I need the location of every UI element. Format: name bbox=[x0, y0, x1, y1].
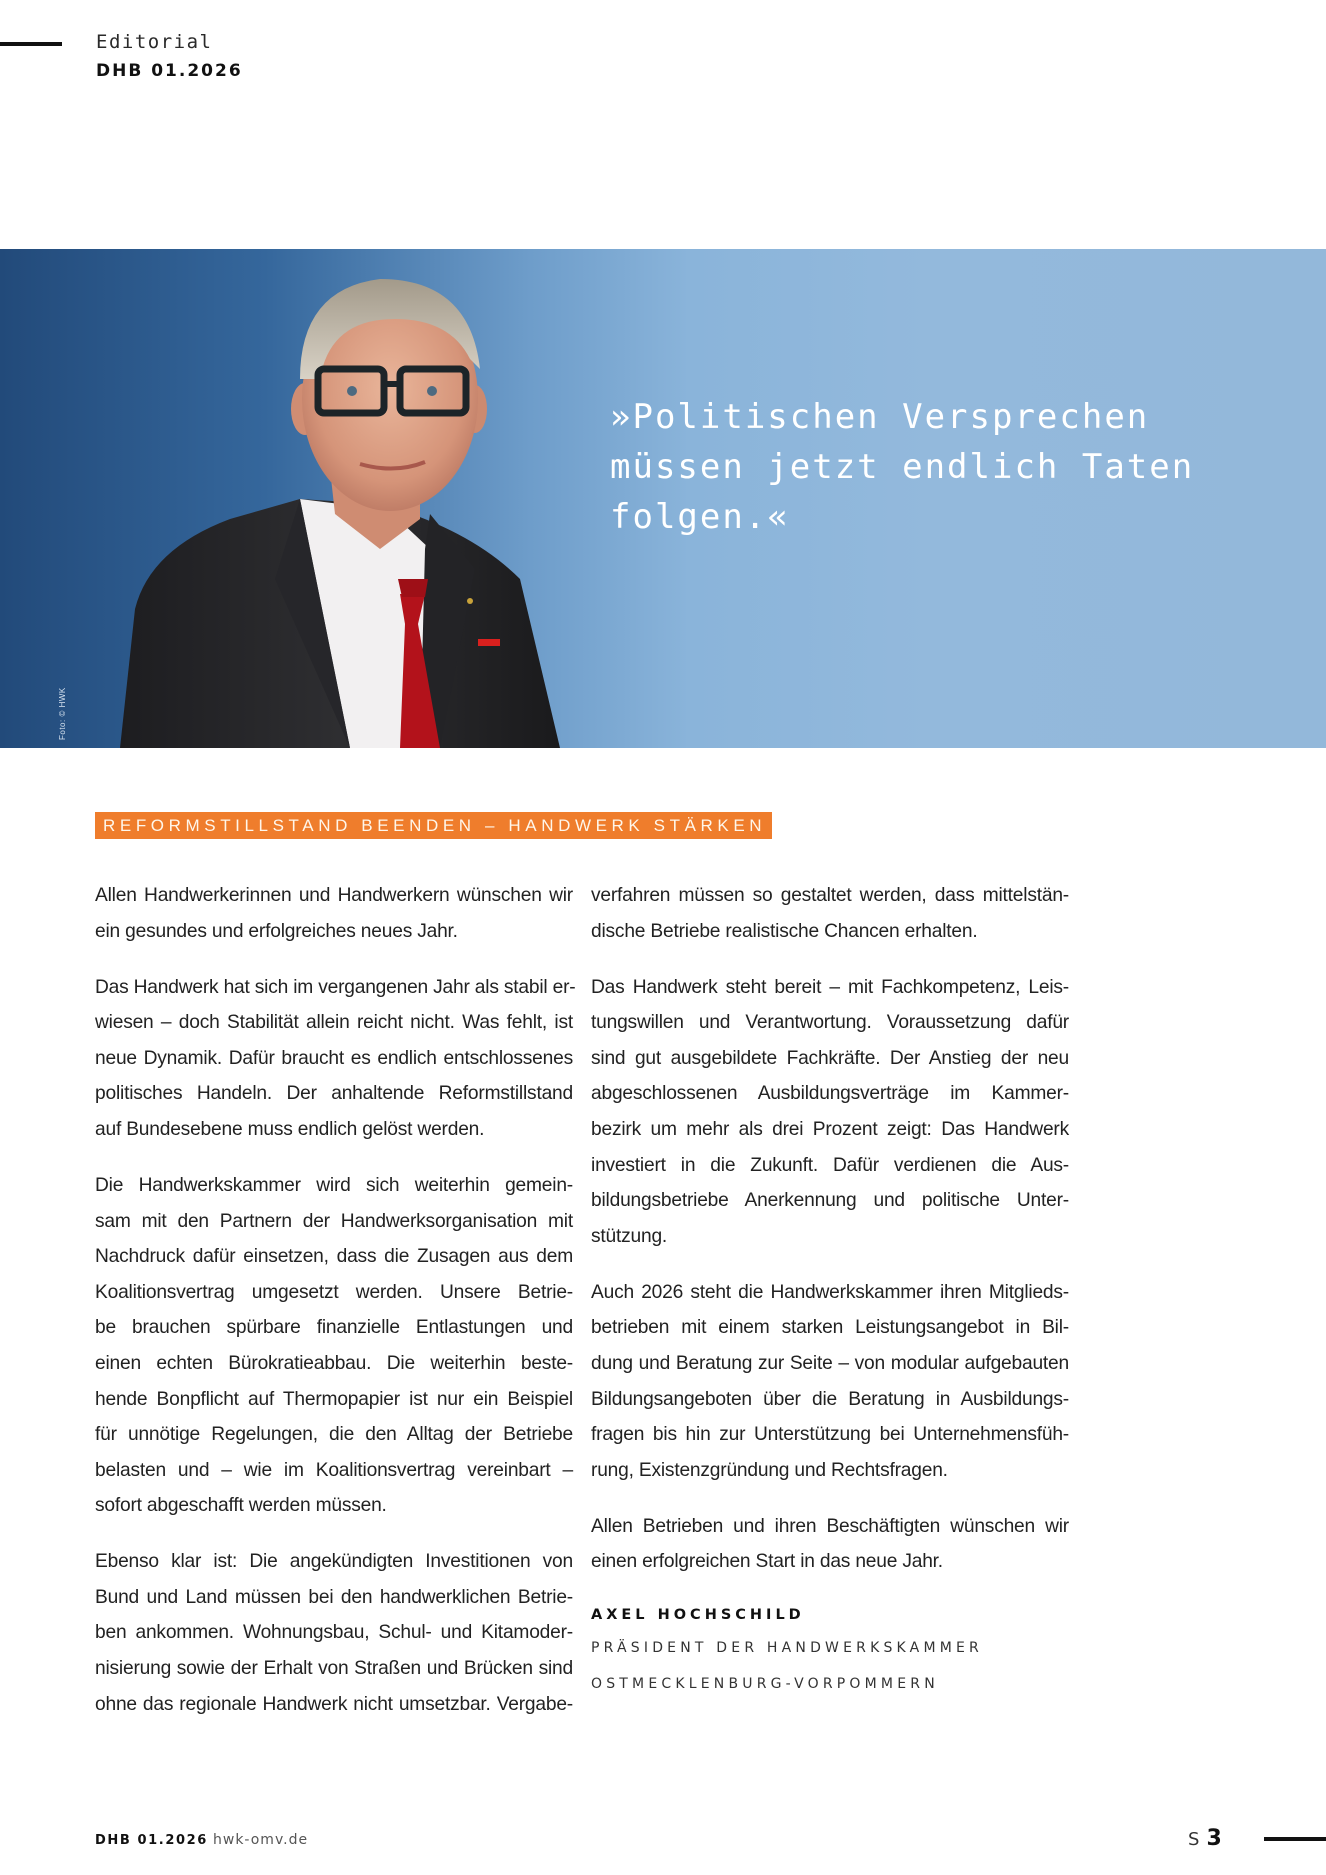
paragraph-line: tungswillen und Verantwortung. Voraussetzung dafür bbox=[591, 1012, 1069, 1034]
paragraph-line: investiert in die Zukunft. Dafür verdienen die Aus- bbox=[591, 1154, 1069, 1176]
paragraph-line: dische Betriebe realistische Chancen erhalten. bbox=[591, 920, 978, 942]
author-role: PRÄSIDENT DER HANDWERKSKAMMER bbox=[591, 1640, 983, 1657]
paragraph-line: fragen bis hin zur Unterstützung bei Unternehmensfüh- bbox=[591, 1424, 1069, 1446]
page-number bbox=[1188, 1826, 1222, 1851]
paragraph-line: Bildungsangeboten über die Beratung in Ausbildungs- bbox=[591, 1388, 1069, 1410]
paragraph-line: belasten und – wie im Koalitionsvertrag vereinbart – bbox=[95, 1459, 573, 1481]
paragraph-line: ohne das regionale Handwerk nicht umsetzbar. Vergabe- bbox=[95, 1693, 573, 1715]
paragraph-line: stützung. bbox=[591, 1225, 668, 1247]
paragraph-line: be brauchen spürbare finanzielle Entlastungen und bbox=[95, 1317, 573, 1339]
paragraph-line: dung und Beratung zur Seite – von modular aufgebauten bbox=[591, 1352, 1069, 1374]
paragraph-line: verfahren müssen so gestaltet werden, dass mittelstän- bbox=[591, 885, 1069, 906]
quote-line: folgen.« bbox=[610, 497, 790, 537]
paragraph-line: ben ankommen. Wohnungsbau, Schul- und Kitamoder- bbox=[95, 1622, 573, 1644]
paragraph-line: Koalitionsvertrag umgesetzt werden. Unsere Betrie- bbox=[95, 1281, 573, 1303]
page-prefix: S bbox=[1188, 1829, 1201, 1850]
paragraph-line: sind gut ausgebildete Fachkräfte. Der Anstieg der neu bbox=[591, 1047, 1069, 1069]
paragraph-line: einen erfolgreichen Start in das neue Jahr. bbox=[591, 1551, 943, 1573]
article-kicker: REFORMSTILLSTAND BEENDEN – HANDWERK STÄRKEN bbox=[95, 812, 772, 839]
article-column-left bbox=[95, 878, 576, 1743]
article-paragraph bbox=[591, 878, 1069, 949]
author-organization: OSTMECKLENBURG-VORPOMMERN bbox=[591, 1676, 939, 1693]
paragraph-line: Das Handwerk hat sich im vergangenen Jahr als stabil er- bbox=[95, 976, 576, 998]
article-paragraph bbox=[591, 1509, 1069, 1580]
article-column-right bbox=[591, 878, 1069, 1702]
paragraph-line: Die Handwerkskammer wird sich weiterhin gemein- bbox=[95, 1174, 573, 1196]
quote-line: »Politischen Versprechen bbox=[610, 397, 1150, 437]
footer-website-link[interactable]: hwk-omv.de bbox=[213, 1832, 309, 1848]
article-paragraph bbox=[95, 1544, 573, 1722]
article-paragraph bbox=[95, 1168, 573, 1524]
paragraph-line: rung, Existenzgründung und Rechtsfragen. bbox=[591, 1459, 948, 1481]
paragraph-line: sofort abgeschafft werden müssen. bbox=[95, 1495, 387, 1517]
paragraph-line: für unnötige Regelungen, die den Alltag der Betriebe bbox=[95, 1424, 573, 1446]
paragraph-line: neue Dynamik. Dafür braucht es endlich entschlossenes bbox=[95, 1047, 573, 1069]
portrait-photo bbox=[0, 249, 620, 748]
paragraph-line: nisierung sowie der Erhalt von Straßen und Brücken sind bbox=[95, 1658, 573, 1680]
paragraph-line: auf Bundesebene muss endlich gelöst werden. bbox=[95, 1118, 485, 1140]
paragraph-line: politisches Handeln. Der anhaltende Reformstillstand bbox=[95, 1083, 573, 1105]
article-paragraph bbox=[591, 1275, 1069, 1489]
author-name: AXEL HOCHSCHILD bbox=[591, 1607, 805, 1624]
paragraph-line: bezirk um mehr als drei Prozent zeigt: Das Handwerk bbox=[591, 1118, 1069, 1140]
paragraph-line: Bund und Land müssen bei den handwerklichen Betrie- bbox=[95, 1586, 573, 1608]
paragraph-line: Auch 2026 steht die Handwerkskammer ihren Mitglieds- bbox=[591, 1281, 1069, 1303]
paragraph-line: Allen Betrieben und ihren Beschäftigten wünschen wir bbox=[591, 1515, 1069, 1537]
article-paragraph bbox=[95, 970, 576, 1148]
pull-quote bbox=[610, 392, 1195, 542]
footer-rule bbox=[1264, 1837, 1326, 1841]
paragraph-line: einen echten Bürokratieabbau. Die weiterhin beste- bbox=[95, 1352, 573, 1374]
paragraph-line: wiesen – doch Stabilität allein reicht nicht. Was fehlt, ist bbox=[95, 1012, 573, 1034]
paragraph-line: hende Bonpflicht auf Thermopapier ist nur ein Beispiel bbox=[95, 1388, 573, 1410]
page-number-value: 3 bbox=[1206, 1826, 1222, 1851]
photo-credit: Foto: © HWK bbox=[58, 687, 67, 740]
paragraph-line: sam mit den Partnern der Handwerksorganisation mit bbox=[95, 1210, 573, 1232]
article-paragraph bbox=[591, 970, 1069, 1255]
section-label: Editorial bbox=[96, 31, 213, 53]
header-rule bbox=[0, 42, 62, 46]
footer-issue: DHB 01.2026 bbox=[95, 1833, 208, 1848]
paragraph-line: Das Handwerk steht bereit – mit Fachkompetenz, Leis- bbox=[591, 976, 1069, 998]
quote-line: müssen jetzt endlich Taten bbox=[610, 447, 1195, 487]
issue-label: DHB 01.2026 bbox=[96, 61, 243, 81]
paragraph-line: abgeschlossenen Ausbildungsverträge im Kammer- bbox=[591, 1083, 1069, 1105]
paragraph-line: ein gesundes und erfolgreiches neues Jahr. bbox=[95, 920, 458, 942]
paragraph-line: Nachdruck dafür einsetzen, dass die Zusagen aus dem bbox=[95, 1246, 573, 1268]
article-paragraph bbox=[95, 878, 573, 949]
paragraph-line: bildungsbetriebe Anerkennung und politische Unter- bbox=[591, 1190, 1069, 1212]
paragraph-line: betrieben mit einem starken Leistungsangebot in Bil- bbox=[591, 1317, 1069, 1339]
paragraph-line: Allen Handwerkerinnen und Handwerkern wünschen wir bbox=[95, 885, 573, 906]
paragraph-line: Ebenso klar ist: Die angekündigten Investitionen von bbox=[95, 1551, 573, 1573]
